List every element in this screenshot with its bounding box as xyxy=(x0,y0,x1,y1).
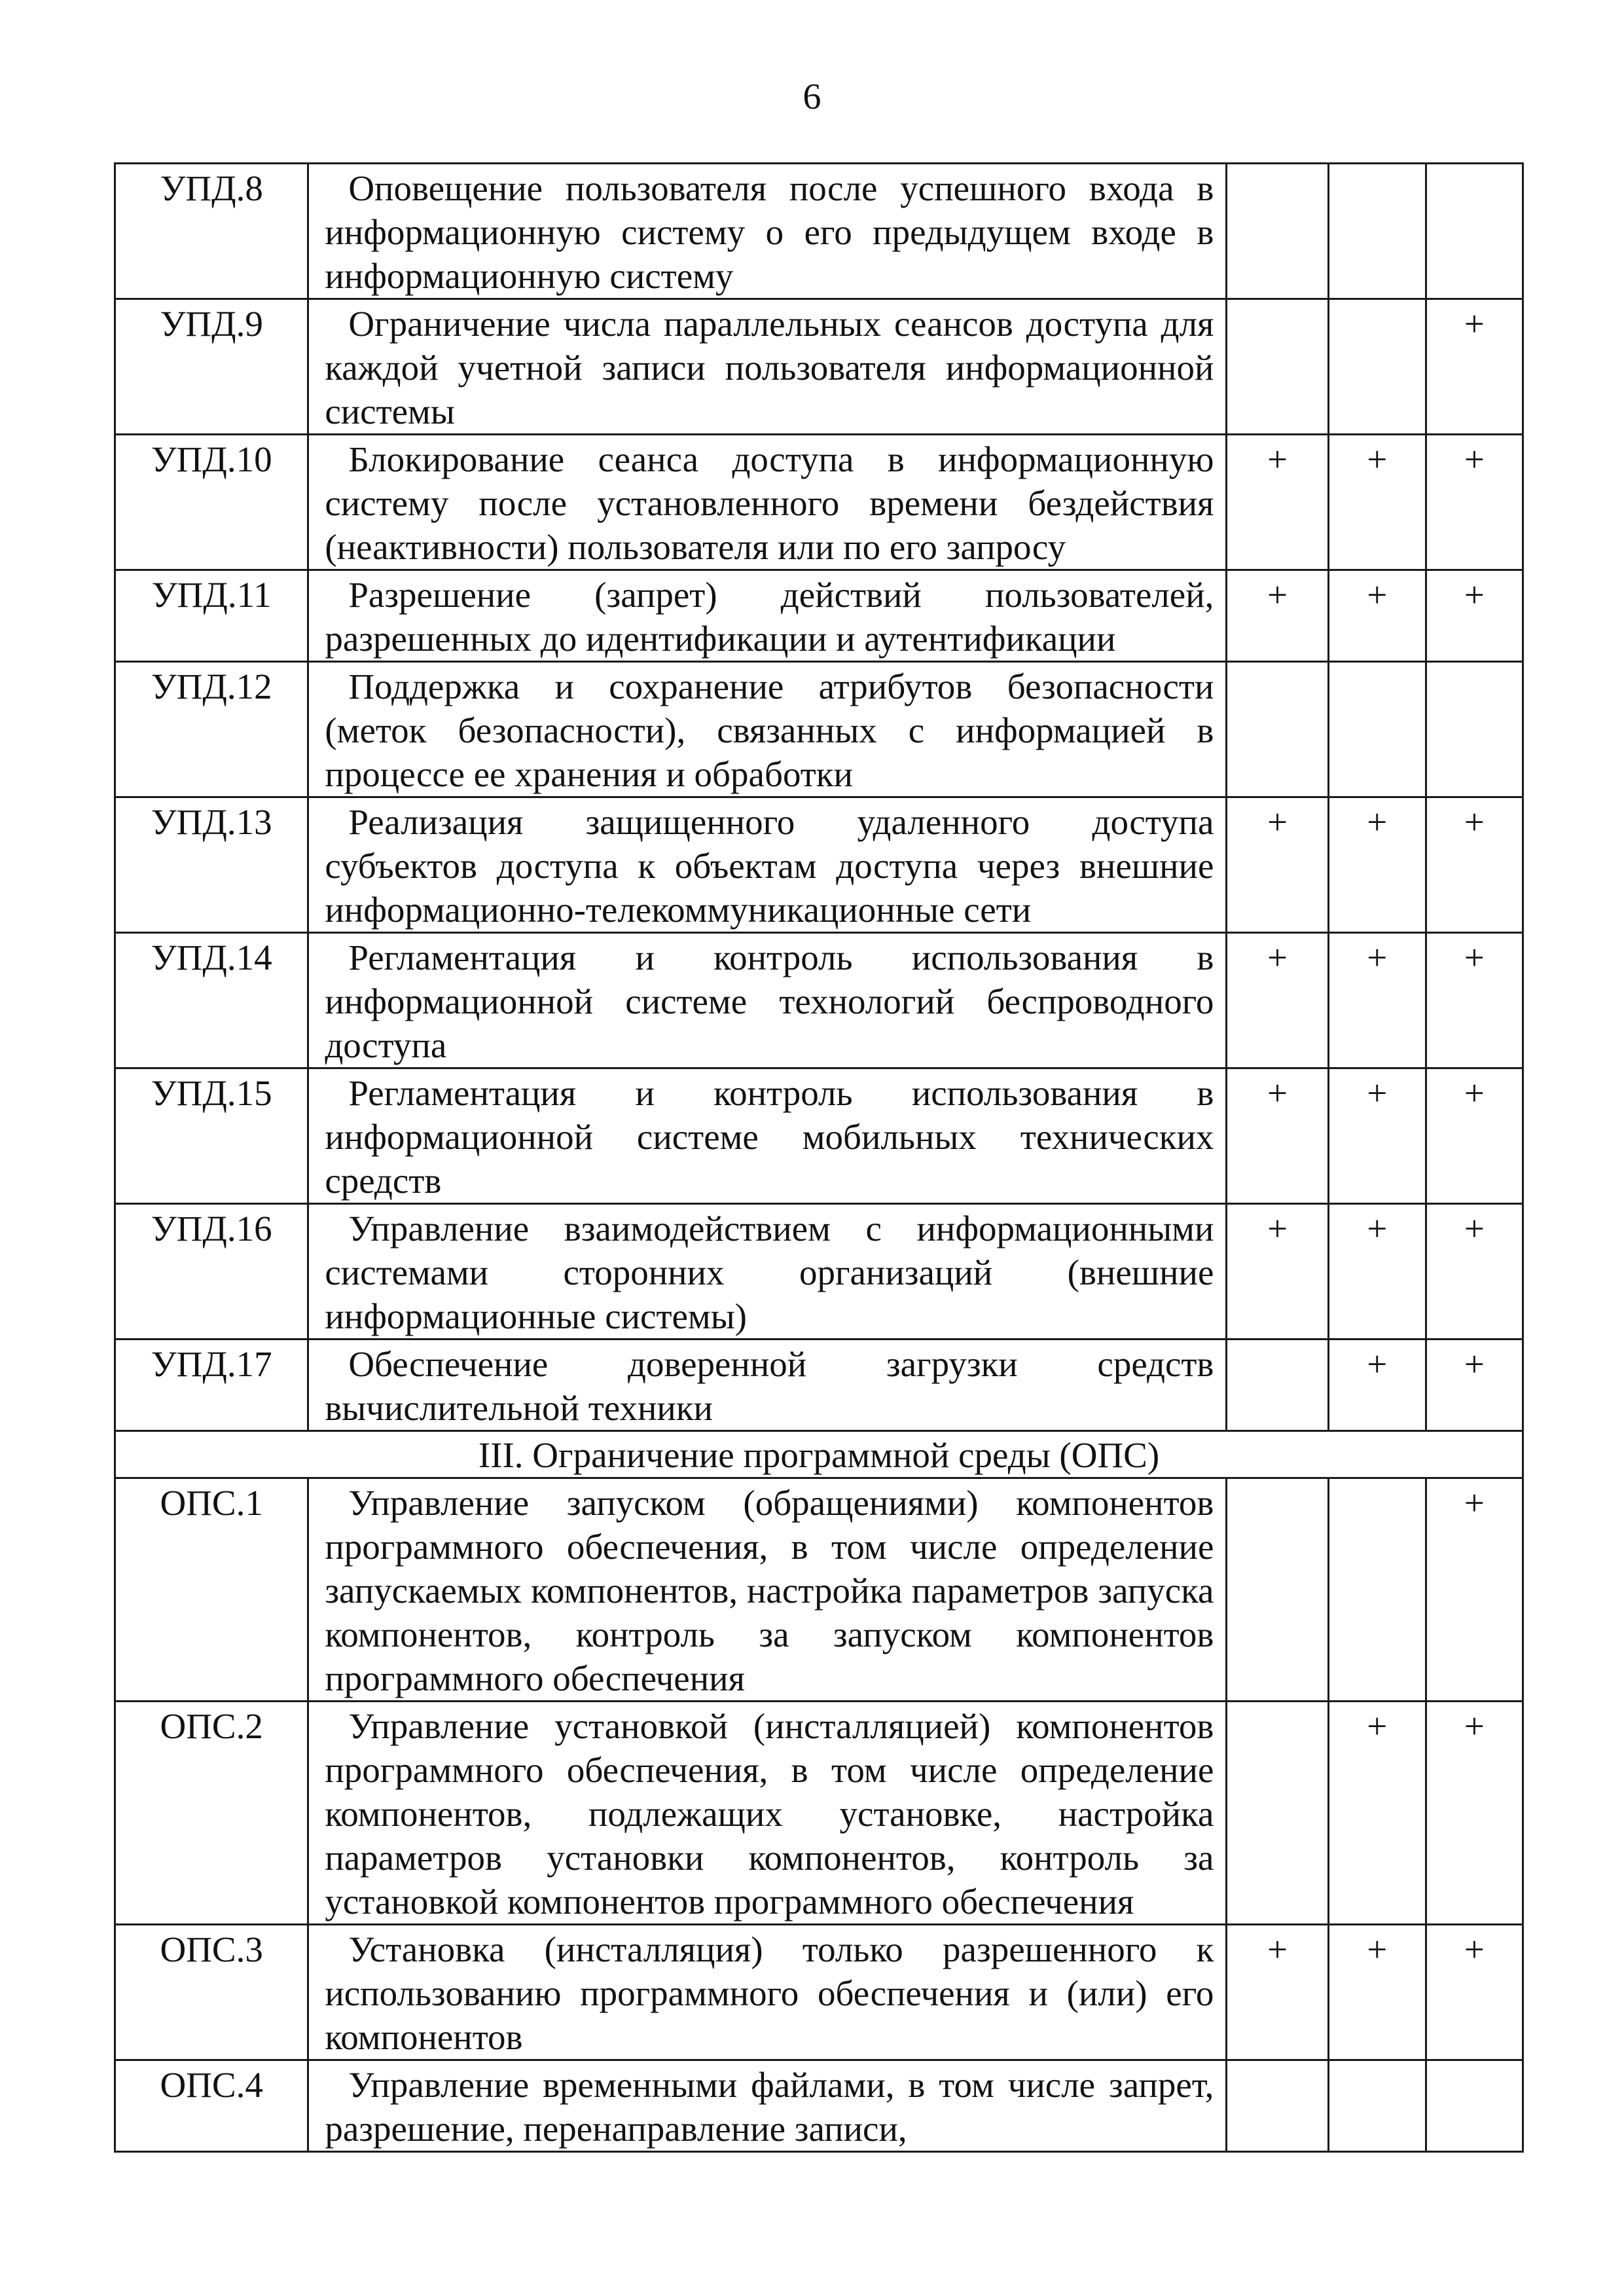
table-row xyxy=(115,662,1523,797)
protection-class-mark-1k: + xyxy=(1426,1702,1523,1925)
protection-class-mark-1k: + xyxy=(1426,1204,1523,1339)
protection-class-mark-3k: + xyxy=(1227,797,1328,933)
measure-description: Блокирование сеанса доступа в информационную систему после установленного времени бездействия (неактивности) пользователя или по его запросу xyxy=(308,435,1227,570)
protection-class-mark-1k: + xyxy=(1426,797,1523,933)
measure-code: УПД.13 xyxy=(115,797,308,933)
protection-class-mark-2k xyxy=(1328,662,1426,797)
measure-code: ОПС.2 xyxy=(115,1702,308,1925)
protection-class-mark-3k: + xyxy=(1227,435,1328,570)
measure-description: Управление установкой (инсталляцией) компонентов программного обеспечения, в том числе определение компонентов, подлежащих установке, настройка параметров установки компонентов, контроль за установкой компонентов программного обеспечения xyxy=(308,1702,1227,1925)
section-title: III. Ограничение программной среды (ОПС) xyxy=(115,1431,1523,1478)
measure-description: Оповещение пользователя после успешного входа в информационную систему о его предыдущем входе в информационную систему xyxy=(308,164,1227,299)
section-header-row xyxy=(115,1431,1523,1478)
measure-description: Ограничение числа параллельных сеансов доступа для каждой учетной записи пользователя информационной системы xyxy=(308,299,1227,435)
measure-code: УПД.11 xyxy=(115,570,308,662)
protection-class-mark-3k xyxy=(1227,1702,1328,1925)
measure-code: ОПС.1 xyxy=(115,1478,308,1702)
protection-class-mark-2k xyxy=(1328,1478,1426,1702)
table-row xyxy=(115,299,1523,435)
measure-code: УПД.9 xyxy=(115,299,308,435)
protection-class-mark-2k: + xyxy=(1328,1204,1426,1339)
protection-class-mark-1k xyxy=(1426,164,1523,299)
protection-class-mark-2k: + xyxy=(1328,933,1426,1068)
table-row xyxy=(115,1204,1523,1339)
table-row xyxy=(115,164,1523,299)
measure-description: Поддержка и сохранение атрибутов безопасности (меток безопасности), связанных с информацией в процессе ее хранения и обработки xyxy=(308,662,1227,797)
table-row xyxy=(115,435,1523,570)
table-row xyxy=(115,570,1523,662)
protection-class-mark-3k: + xyxy=(1227,1204,1328,1339)
measure-code: УПД.16 xyxy=(115,1204,308,1339)
protection-class-mark-2k: + xyxy=(1328,1339,1426,1431)
measure-code: УПД.10 xyxy=(115,435,308,570)
measure-description: Регламентация и контроль использования в информационной системе технологий беспроводного доступа xyxy=(308,933,1227,1068)
table-row xyxy=(115,2060,1523,2152)
protection-class-mark-2k: + xyxy=(1328,1925,1426,2060)
protection-class-mark-1k xyxy=(1426,662,1523,797)
protection-class-mark-1k: + xyxy=(1426,570,1523,662)
protection-class-mark-2k: + xyxy=(1328,570,1426,662)
table-row xyxy=(115,1068,1523,1204)
table-row xyxy=(115,1702,1523,1925)
protection-class-mark-3k: + xyxy=(1227,933,1328,1068)
measure-code: ОПС.4 xyxy=(115,2060,308,2152)
protection-class-mark-2k: + xyxy=(1328,1068,1426,1204)
protection-class-mark-1k xyxy=(1426,2060,1523,2152)
measure-code: УПД.14 xyxy=(115,933,308,1068)
table-row xyxy=(115,1478,1523,1702)
protection-class-mark-2k xyxy=(1328,299,1426,435)
protection-class-mark-1k: + xyxy=(1426,1925,1523,2060)
protection-class-mark-3k: + xyxy=(1227,1068,1328,1204)
measure-description: Разрешение (запрет) действий пользователей, разрешенных до идентификации и аутентификации xyxy=(308,570,1227,662)
protection-class-mark-3k xyxy=(1227,1478,1328,1702)
measure-code: УПД.15 xyxy=(115,1068,308,1204)
protection-class-mark-3k: + xyxy=(1227,1925,1328,2060)
table-body xyxy=(115,164,1523,2152)
protection-class-mark-3k xyxy=(1227,299,1328,435)
measure-code: УПД.12 xyxy=(115,662,308,797)
protection-class-mark-2k: + xyxy=(1328,797,1426,933)
measure-code: ОПС.3 xyxy=(115,1925,308,2060)
measure-description: Управление запуском (обращениями) компонентов программного обеспечения, в том числе определение запускаемых компонентов, настройка параметров запуска компонентов, контроль за запуском компонентов программного обеспечения xyxy=(308,1478,1227,1702)
measure-code: УПД.8 xyxy=(115,164,308,299)
protection-class-mark-3k xyxy=(1227,164,1328,299)
measure-description: Регламентация и контроль использования в информационной системе мобильных технических средств xyxy=(308,1068,1227,1204)
measure-description: Обеспечение доверенной загрузки средств вычислительной техники xyxy=(308,1339,1227,1431)
page-number: 6 xyxy=(803,77,821,117)
protection-class-mark-3k xyxy=(1227,662,1328,797)
table-row xyxy=(115,1925,1523,2060)
protection-class-mark-2k xyxy=(1328,164,1426,299)
protection-class-mark-1k: + xyxy=(1426,299,1523,435)
protection-class-mark-1k: + xyxy=(1426,435,1523,570)
protection-class-mark-3k: + xyxy=(1227,570,1328,662)
protection-class-mark-2k: + xyxy=(1328,435,1426,570)
measure-description: Управление временными файлами, в том числе запрет, разрешение, перенаправление записи, xyxy=(308,2060,1227,2152)
protection-class-mark-3k xyxy=(1227,1339,1328,1431)
protection-class-mark-2k: + xyxy=(1328,1702,1426,1925)
measure-description: Управление взаимодействием с информационными системами сторонних организаций (внешние информационные системы) xyxy=(308,1204,1227,1339)
measure-code: УПД.17 xyxy=(115,1339,308,1431)
protection-class-mark-1k: + xyxy=(1426,1478,1523,1702)
table-row xyxy=(115,933,1523,1068)
measure-description: Установка (инсталляция) только разрешенного к использованию программного обеспечения и (или) его компонентов xyxy=(308,1925,1227,2060)
table-row xyxy=(115,1339,1523,1431)
protection-class-mark-1k: + xyxy=(1426,933,1523,1068)
table-row xyxy=(115,797,1523,933)
measure-description: Реализация защищенного удаленного доступа субъектов доступа к объектам доступа через внешние информационно-телекоммуникационные сети xyxy=(308,797,1227,933)
protection-class-mark-2k xyxy=(1328,2060,1426,2152)
security-measures-table xyxy=(114,162,1524,2153)
protection-class-mark-1k: + xyxy=(1426,1339,1523,1431)
protection-class-mark-1k: + xyxy=(1426,1068,1523,1204)
protection-class-mark-3k xyxy=(1227,2060,1328,2152)
